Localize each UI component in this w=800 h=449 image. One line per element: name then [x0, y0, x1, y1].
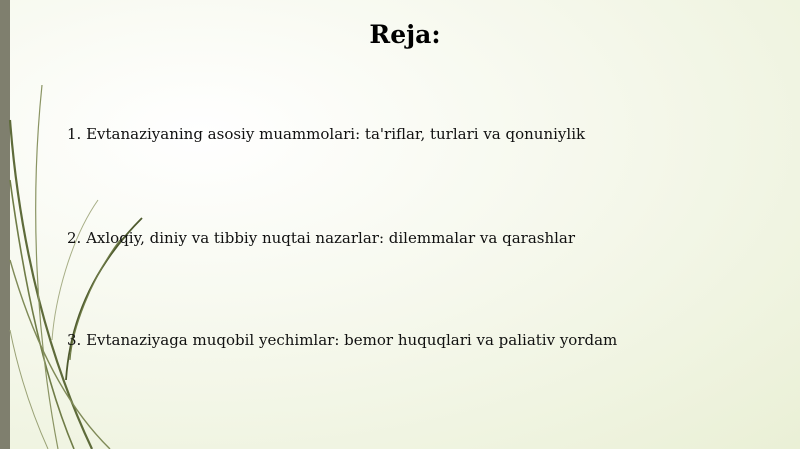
agenda-item-1: 1. Evtanaziyaning asosiy muammolari: ta'riflar, turlari va qonuniylik — [67, 125, 586, 143]
agenda-item-2: 2. Axloqiy, diniy va tibbiy nuqtai nazarlar: dilemmalar va qarashlar — [67, 229, 576, 247]
decorative-leaf-lines — [0, 0, 200, 449]
agenda-item-3: 3. Evtanaziyaga muqobil yechimlar: bemor huquqlari va paliativ yordam — [67, 331, 618, 349]
slide-title: Reja: — [369, 20, 441, 49]
